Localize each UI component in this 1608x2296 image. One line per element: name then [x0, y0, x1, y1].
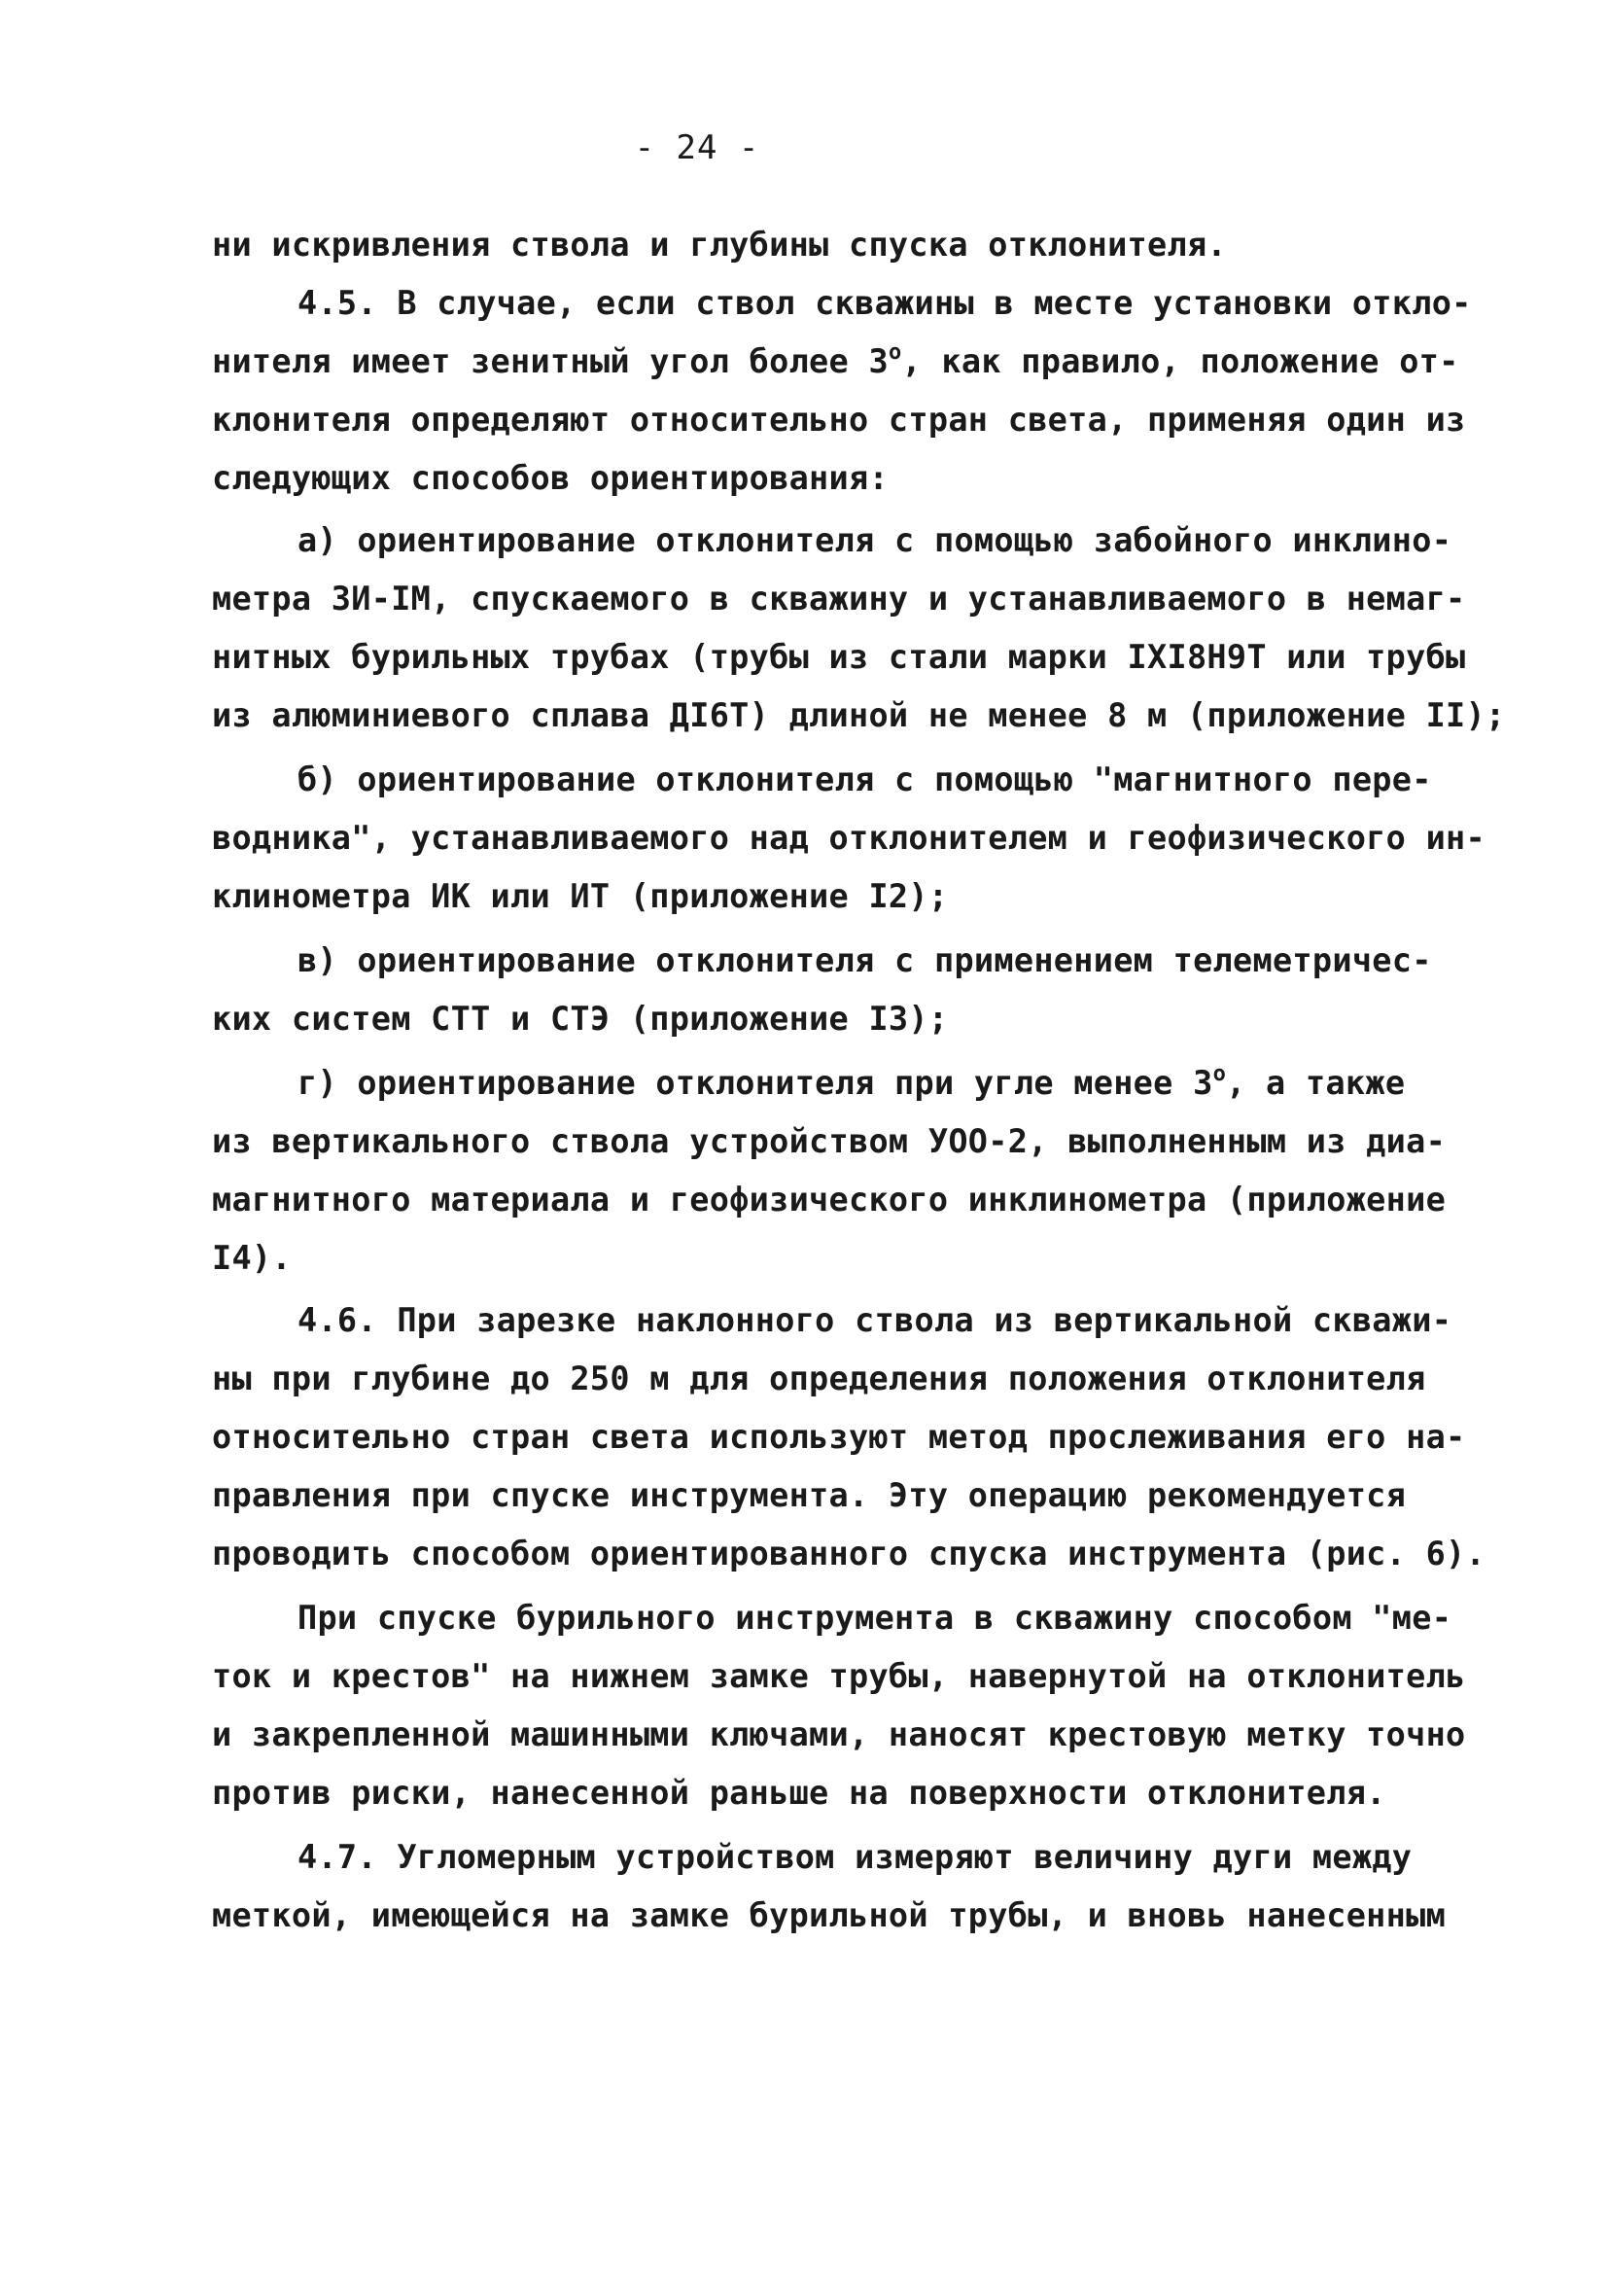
text-line: I4).	[212, 1239, 292, 1277]
text-line: магнитного материала и геофизического инклинометра (приложение	[212, 1181, 1447, 1219]
text-line: меткой, имеющейся на замке бурильной трубы, и вновь нанесенным	[212, 1896, 1447, 1934]
text-line: из алюминиевого сплава ДI6Т) длиной не менее 8 м (приложение II);	[212, 696, 1506, 734]
text-line: 4.6. При зарезке наклонного ствола из вертикальной скважи-	[297, 1301, 1452, 1339]
text-line: относительно стран света используют метод прослеживания его на-	[212, 1418, 1466, 1456]
degree-superscript: о	[1212, 1062, 1227, 1086]
text-line: в) ориентирование отклонителя с применением телеметричес-	[297, 941, 1432, 979]
text-line: ких систем СТТ и СТЭ (приложение I3);	[212, 1000, 949, 1038]
text-line: а) ориентирование отклонителя с помощью забойного инклино-	[297, 521, 1452, 559]
text-line: правления при спуске инструмента. Эту операцию рекомендуется	[212, 1476, 1407, 1514]
text-line: б) ориентирование отклонителя с помощью "магнитного пере-	[297, 760, 1432, 798]
text-line: При спуске бурильного инструмента в скважину способом "ме-	[297, 1599, 1452, 1637]
text-line: г) ориентирование отклонителя при угле менее $3^о$, а также	[297, 1062, 1406, 1102]
text-line: следующих способов ориентирования:	[212, 459, 889, 497]
text-line: нителя имеет зенитный угол более $3^о$, как правило, положение от-	[212, 340, 1459, 380]
text-line: 4.7. Угломерным устройством измеряют величину дуги между	[297, 1838, 1413, 1876]
text-line: ны при глубине до 250 м для определения положения отклонителя	[212, 1360, 1426, 1397]
text-line: ток и крестов" на нижнем замке трубы, навернутой на отклонитель	[212, 1657, 1466, 1695]
text-line: из вертикального ствола устройством УОО-2, выполненным из диа-	[212, 1122, 1447, 1160]
text-line: проводить способом ориентированного спуска инструмента (рис. 6).	[212, 1535, 1486, 1572]
text-line: и закрепленной машинными ключами, наносят крестовую метку точно	[212, 1715, 1466, 1753]
page-number: - 24 -	[634, 128, 760, 167]
text-line: нитных бурильных трубах (трубы из стали марки IXI8Н9Т или трубы	[212, 638, 1466, 676]
text-line: метра ЗИ-IM, спускаемого в скважину и устанавливаемого в немаг-	[212, 580, 1466, 618]
text-line: клинометра ИК или ИТ (приложение I2);	[212, 877, 949, 915]
degree-superscript: о	[888, 340, 902, 365]
text-line: 4.5. В случае, если ствол скважины в месте установки откло-	[297, 284, 1472, 322]
text-line: ни искривления ствола и глубины спуска отклонителя.	[212, 226, 1227, 264]
text-line: водника", устанавливаемого над отклонителем и геофизического ин-	[212, 819, 1486, 857]
text-line: клонителя определяют относительно стран света, применяя один из	[212, 401, 1466, 439]
text-line: против риски, нанесенной раньше на поверхности отклонителя.	[212, 1774, 1386, 1812]
